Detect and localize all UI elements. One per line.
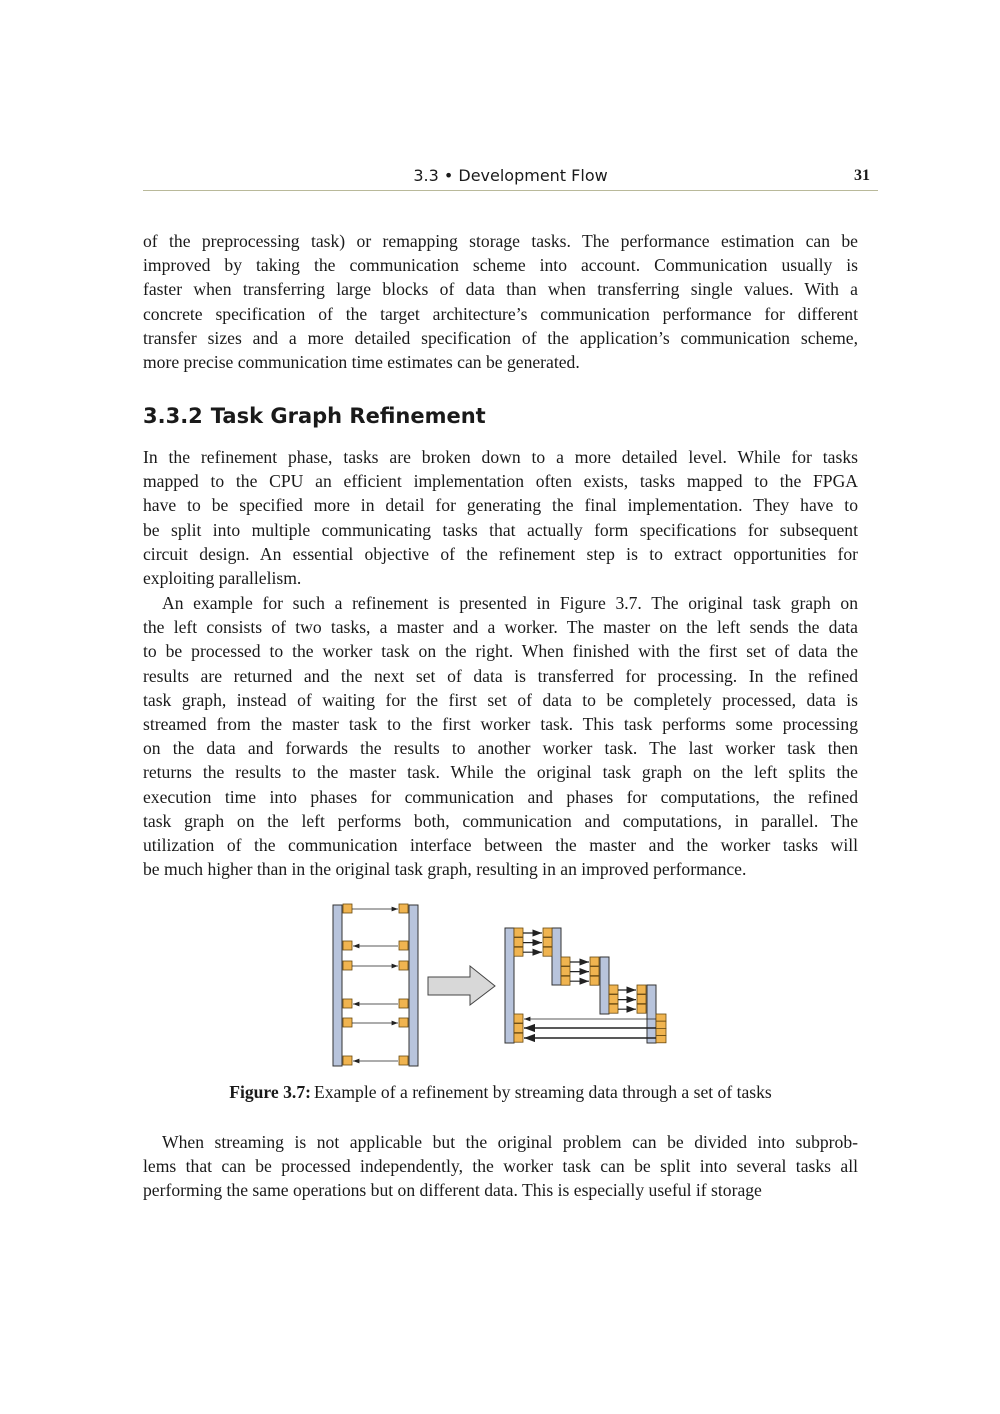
text-line: results are returned and the next set of data is transferred for processing. In the refined (143, 665, 858, 686)
text-line: When streaming is not applicable but the original problem can be divided into subprob- (162, 1132, 858, 1152)
port-box (656, 1021, 666, 1028)
port-box (590, 976, 599, 985)
text-line: faster when transferring large blocks of data than when transferring single values. With a (143, 279, 858, 300)
port-box (637, 995, 646, 1004)
text-line: returns the results to the master task. While the original task graph on the left splits the (143, 762, 858, 783)
port-box (514, 1033, 523, 1042)
port-box (399, 1018, 408, 1027)
text-line: be much higher than in the original task graph, resulting in an improved performance. (143, 859, 747, 880)
refinement-arrow (428, 966, 495, 1005)
port-box (399, 961, 408, 970)
port-box (656, 1036, 666, 1043)
task-block (333, 905, 342, 1066)
port-box (561, 976, 570, 985)
text-line: exploiting parallelism. (143, 567, 302, 588)
port-box (609, 1004, 618, 1013)
port-box (637, 1004, 646, 1013)
text-line: An example for such a refinement is presented in Figure 3.7. The original task graph on (162, 593, 858, 613)
port-box (399, 941, 408, 950)
port-box (343, 1056, 352, 1065)
port-box (543, 947, 552, 956)
port-box (399, 999, 408, 1008)
text-line: to be processed to the worker task on the right. When finished with the first set of data the (143, 641, 858, 662)
text-line: mapped to the CPU an efficient implementation often exists, tasks mapped to the FPGA (143, 471, 858, 492)
figure-caption (143, 1082, 858, 1103)
text-line: the left consists of two tasks, a master and a worker. The master on the left sends the data (143, 617, 858, 638)
text-line: task graph on the left performs both, communication and computations, in parallel. The (143, 810, 858, 831)
text-line: have to be specified more in detail for generating the final implementation. They have to (143, 495, 858, 516)
paragraph-4 (143, 1130, 858, 1203)
task-block (600, 957, 609, 1014)
port-box (543, 938, 552, 947)
text-line: improved by taking the communication scheme into account. Communication usually is (143, 255, 858, 276)
text-line: on the data and forwards the results to another worker task. The last worker task then (143, 738, 858, 759)
port-box (656, 1028, 666, 1035)
task-block (552, 928, 561, 985)
port-box (609, 995, 618, 1004)
port-box (543, 928, 552, 937)
port-box (514, 938, 523, 947)
port-box (343, 1018, 352, 1027)
port-box (343, 961, 352, 970)
port-box (656, 1014, 666, 1021)
text-line: circuit design. An essential objective of the refinement step is to extract opportunities for (143, 543, 858, 564)
port-box (637, 985, 646, 994)
text-line: utilization of the communication interface between the master and the worker tasks will (143, 834, 858, 855)
task-block (647, 985, 656, 1043)
port-box (514, 928, 523, 937)
port-box (561, 957, 570, 966)
section-title: Task Graph Refinement (210, 404, 486, 428)
port-box (514, 947, 523, 956)
text-line: performing the same operations but on different data. This is especially useful if storage (143, 1180, 762, 1201)
text-line: execution time into phases for communication and phases for computations, the refined (143, 786, 858, 807)
text-line: task graph, instead of waiting for the first set of data to be completely processed, data is (143, 689, 858, 710)
text-line: concrete specification of the target architecture’s communication performance for different (143, 303, 858, 324)
port-box (514, 1014, 523, 1023)
caption-text: Example of a refinement by streaming data through a set of tasks (314, 1082, 772, 1102)
text-line: more precise communication time estimates can be generated. (143, 351, 580, 372)
text-line: transfer sizes and a more detailed specification of the application’s communication scheme, (143, 327, 858, 348)
text-line: lems that can be processed independently, the worker task can be split into several tasks all (143, 1156, 858, 1177)
figure-label: Figure 3.7: (229, 1082, 311, 1102)
page-number: 31 (854, 167, 870, 184)
text-line: be split into multiple communicating tasks that actually form specifications for subsequent (143, 519, 858, 540)
port-box (561, 967, 570, 976)
port-box (590, 967, 599, 976)
port-box (514, 1024, 523, 1033)
section-number: 3.3.2 (143, 404, 203, 428)
port-box (343, 904, 352, 913)
port-box (399, 904, 408, 913)
port-box (609, 985, 618, 994)
port-box (399, 1056, 408, 1065)
text-line: streamed from the master task to the first worker task. This task performs some processing (143, 713, 858, 734)
task-block (409, 905, 418, 1066)
task-block (505, 928, 514, 1043)
port-box (343, 999, 352, 1008)
port-box (343, 941, 352, 950)
port-box (590, 957, 599, 966)
text-line: In the refinement phase, tasks are broken down to a more detailed level. While for tasks (143, 447, 858, 467)
header-section: 3.3 • Development Flow (413, 166, 608, 185)
text-line: of the preprocessing task) or remapping storage tasks. The performance estimation can be (143, 231, 858, 251)
